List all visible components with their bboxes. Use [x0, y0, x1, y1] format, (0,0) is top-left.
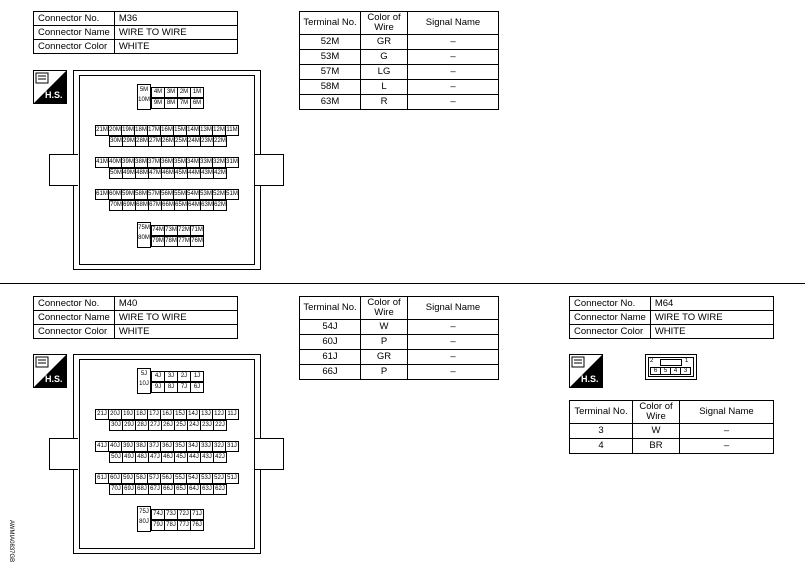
connector-pin: 24M	[187, 136, 201, 147]
pin-row	[109, 452, 226, 463]
connector-pin: 6J	[190, 382, 204, 393]
connector-pin: 57J	[147, 473, 161, 484]
connector-pin: 48M	[135, 168, 149, 179]
connector-pin: 12J	[212, 409, 226, 420]
terminal-cell: W	[633, 424, 680, 439]
connector-pin: 59M	[121, 189, 135, 200]
connector-pin: 77J	[177, 520, 191, 531]
info-value: WHITE	[650, 325, 773, 339]
connector-pin: 60J	[108, 473, 122, 484]
m36-connector-face	[49, 70, 283, 270]
connector-pin: 37J	[147, 441, 161, 452]
info-label: Connector No.	[570, 297, 651, 311]
terminal-row	[300, 350, 499, 365]
connector-pin: 15M	[173, 125, 187, 136]
connector-pin: 71J	[190, 509, 204, 520]
info-row	[34, 40, 238, 54]
connector-pin: 16J	[160, 409, 174, 420]
connector-pin: 11M	[225, 125, 239, 136]
connector-pin: 4J	[151, 371, 165, 382]
terminal-cell: –	[408, 80, 499, 95]
connector-pin: 36J	[160, 441, 174, 452]
connector-pin: 74M	[151, 225, 165, 236]
connector-pin: 21M	[95, 125, 109, 136]
connector-pin: 3M	[164, 87, 178, 98]
connector-pin: 11J	[225, 409, 239, 420]
terminal-cell: 52M	[300, 35, 361, 50]
connector-pin: 22M	[213, 136, 227, 147]
figure-code: AWMIA0837GB	[8, 520, 14, 563]
pin-row	[109, 484, 226, 495]
connector-pin: 15J	[173, 409, 187, 420]
connector-pin: 61M	[95, 189, 109, 200]
pin-label: 80M	[138, 235, 150, 241]
connector-pin: 69J	[122, 484, 136, 495]
m64-connector-face	[645, 354, 697, 380]
terminal-cell: R	[361, 95, 408, 110]
connector-pin: 35J	[173, 441, 187, 452]
m64-connector-info	[569, 296, 774, 339]
connector-pin: 50J	[109, 452, 123, 463]
connector-pin: 70J	[109, 484, 123, 495]
terminal-cell: 66J	[300, 365, 361, 380]
info-value: M64	[650, 297, 773, 311]
m36-connector-info	[33, 11, 238, 54]
connector-pin: 71M	[190, 225, 204, 236]
info-row	[570, 297, 774, 311]
connector-pin: 34J	[186, 441, 200, 452]
connector-pin: 66J	[161, 484, 175, 495]
connector-pin: 50M	[109, 168, 123, 179]
connector-pin: 68J	[135, 484, 149, 495]
terminal-header-cell: Signal Name	[408, 12, 499, 35]
terminal-cell: –	[408, 320, 499, 335]
connector-pin: 52J	[212, 473, 226, 484]
pin-row	[109, 200, 226, 211]
connector-pin: 9M	[151, 98, 165, 109]
info-row	[570, 311, 774, 325]
connector-pin: 46J	[161, 452, 175, 463]
connector-pin: 25J	[174, 420, 188, 431]
m64-pin: 4	[670, 367, 681, 375]
terminal-cell: 53M	[300, 50, 361, 65]
m40-terminal-table	[299, 296, 499, 380]
terminal-row	[300, 50, 499, 65]
connector-pin: 41J	[95, 441, 109, 452]
connector-pin: 18M	[134, 125, 148, 136]
connector-pin: 52M	[212, 189, 226, 200]
info-value: WIRE TO WIRE	[114, 26, 237, 40]
connector-pin: 63J	[200, 484, 214, 495]
terminal-cell: GR	[361, 350, 408, 365]
terminal-header-cell: Color of Wire	[633, 401, 680, 424]
connector-pin: 60M	[108, 189, 122, 200]
connector-pin: 28J	[135, 420, 149, 431]
pin-row	[151, 236, 203, 247]
m40-connector-info	[33, 296, 238, 339]
terminal-header-cell: Color of Wire	[361, 12, 408, 35]
connector-pin: 78M	[164, 236, 178, 247]
info-label: Connector Color	[570, 325, 651, 339]
terminal-cell: P	[361, 365, 408, 380]
terminal-cell: 63M	[300, 95, 361, 110]
connector-pin: 67J	[148, 484, 162, 495]
pin-row	[95, 441, 238, 452]
connector-pin: 16M	[160, 125, 174, 136]
connector-pin: 34M	[186, 157, 200, 168]
section-divider	[0, 283, 805, 284]
connector-pin: 58M	[134, 189, 148, 200]
connector-pin	[137, 506, 151, 532]
connector-pin	[137, 368, 151, 394]
terminal-cell: 3	[570, 424, 633, 439]
connector-pin: 78J	[164, 520, 178, 531]
pin-row	[109, 168, 226, 179]
terminal-row	[300, 365, 499, 380]
terminal-cell: L	[361, 80, 408, 95]
connector-pin: 76M	[190, 236, 204, 247]
terminal-row	[570, 424, 774, 439]
connector-pin: 56M	[160, 189, 174, 200]
connector-left-tab	[49, 154, 78, 186]
m64-terminal-table	[569, 400, 774, 454]
connector-pin: 41M	[95, 157, 109, 168]
connector-pin: 73M	[164, 225, 178, 236]
connector-pin: 64M	[187, 200, 201, 211]
connector-pin: 35M	[173, 157, 187, 168]
connector-pin: 14J	[186, 409, 200, 420]
connector-pin: 30J	[109, 420, 123, 431]
pin-row	[109, 136, 226, 147]
terminal-cell: –	[680, 439, 774, 454]
terminal-cell: LG	[361, 65, 408, 80]
connector-pin: 1J	[190, 371, 204, 382]
info-label: Connector Name	[34, 26, 115, 40]
connector-pin: 27J	[148, 420, 162, 431]
terminal-header-cell: Terminal No.	[300, 12, 361, 35]
connector-pin: 69M	[122, 200, 136, 211]
pin-label: 5J	[140, 371, 148, 377]
terminal-header-cell: Signal Name	[408, 297, 499, 320]
connector-pin: 44J	[187, 452, 201, 463]
info-row	[34, 26, 238, 40]
pin-row	[95, 189, 238, 200]
connector-pin: 49J	[122, 452, 136, 463]
connector-pin: 23J	[200, 420, 214, 431]
connector-pin: 4M	[151, 87, 165, 98]
connector-pin: 62J	[213, 484, 227, 495]
info-row	[34, 311, 238, 325]
connector-pin: 22J	[213, 420, 227, 431]
connector-pin: 76J	[190, 520, 204, 531]
connector-pin: 33J	[199, 441, 213, 452]
info-label: Connector Color	[34, 325, 115, 339]
connector-pin: 2J	[177, 371, 191, 382]
connector-pin: 39J	[121, 441, 135, 452]
pin-row	[151, 520, 203, 531]
connector-pin: 72M	[177, 225, 191, 236]
connector-pin: 17M	[147, 125, 161, 136]
connector-pin: 18J	[134, 409, 148, 420]
connector-pin: 42M	[213, 168, 227, 179]
connector-pin: 29J	[122, 420, 136, 431]
info-row	[34, 325, 238, 339]
connector-pin: 40M	[108, 157, 122, 168]
info-label: Connector Name	[34, 311, 115, 325]
connector-pin: 8J	[164, 382, 178, 393]
connector-pin	[137, 222, 151, 248]
terminal-cell: 61J	[300, 350, 361, 365]
info-value: M40	[114, 297, 237, 311]
connector-pin: 74J	[151, 509, 165, 520]
terminal-cell: –	[408, 365, 499, 380]
connector-pin: 36M	[160, 157, 174, 168]
connector-pin: 25M	[174, 136, 188, 147]
info-label: Connector Name	[570, 311, 651, 325]
connector-pin: 55J	[173, 473, 187, 484]
pin-label: 80J	[139, 519, 149, 525]
connector-pin: 47M	[148, 168, 162, 179]
terminal-header-cell: Terminal No.	[570, 401, 633, 424]
connector-pin: 43M	[200, 168, 214, 179]
connector-pin: 73J	[164, 509, 178, 520]
connector-pin: 2M	[177, 87, 191, 98]
connector-pin: 58J	[134, 473, 148, 484]
terminal-row	[300, 335, 499, 350]
pin-label: 10M	[138, 97, 150, 103]
terminal-row	[300, 320, 499, 335]
connector-pin: 26J	[161, 420, 175, 431]
connector-pin: 6M	[190, 98, 204, 109]
connector-pin: 77M	[177, 236, 191, 247]
connector-pin: 7M	[177, 98, 191, 109]
connector-pin: 65M	[174, 200, 188, 211]
hs-label: H.S.	[581, 374, 599, 384]
m64-hs-badge	[569, 354, 603, 388]
connector-pin: 42J	[213, 452, 227, 463]
connector-pin: 40J	[108, 441, 122, 452]
info-row	[34, 297, 238, 311]
connector-pin: 1M	[190, 87, 204, 98]
terminal-cell: 54J	[300, 320, 361, 335]
connector-right-tab	[255, 438, 284, 470]
terminal-header-cell: Terminal No.	[300, 297, 361, 320]
pin-row	[109, 420, 226, 431]
info-row	[34, 12, 238, 26]
terminal-cell: –	[408, 350, 499, 365]
connector-pin: 3J	[164, 371, 178, 382]
connector-pin: 38M	[134, 157, 148, 168]
terminal-cell: 58M	[300, 80, 361, 95]
terminal-row	[300, 95, 499, 110]
terminal-row	[300, 80, 499, 95]
connector-pin: 13J	[199, 409, 213, 420]
terminal-cell: –	[408, 65, 499, 80]
m64-key-slot	[660, 359, 682, 366]
terminal-row	[300, 65, 499, 80]
connector-pin: 59J	[121, 473, 135, 484]
connector-pin: 79J	[151, 520, 165, 531]
terminal-header-row	[300, 12, 499, 35]
connector-pin: 65J	[174, 484, 188, 495]
hs-label: H.S.	[45, 374, 63, 384]
info-row	[570, 325, 774, 339]
terminal-cell: BR	[633, 439, 680, 454]
connector-pin: 31J	[225, 441, 239, 452]
connector-pin: 54J	[186, 473, 200, 484]
m64-pin: 5	[660, 367, 671, 375]
connector-left-tab	[49, 438, 78, 470]
connector-pin: 54M	[186, 189, 200, 200]
connector-pin: 37M	[147, 157, 161, 168]
pin-row	[151, 87, 203, 98]
connector-pin: 43J	[200, 452, 214, 463]
connector-pin: 27M	[148, 136, 162, 147]
terminal-cell: –	[408, 50, 499, 65]
terminal-cell: –	[408, 95, 499, 110]
info-value: M36	[114, 12, 237, 26]
m40-connector-face	[49, 354, 283, 554]
pin-row	[95, 409, 238, 420]
connector-pin: 12M	[212, 125, 226, 136]
connector-pin: 70M	[109, 200, 123, 211]
hs-label: H.S.	[45, 90, 63, 100]
m64-pin: 2	[650, 358, 654, 364]
terminal-header-cell: Color of Wire	[361, 297, 408, 320]
info-label: Connector Color	[34, 40, 115, 54]
pin-row	[95, 157, 238, 168]
terminal-cell: –	[408, 35, 499, 50]
terminal-cell: GR	[361, 35, 408, 50]
terminal-row	[300, 35, 499, 50]
connector-pin: 28M	[135, 136, 149, 147]
connector-pin: 33M	[199, 157, 213, 168]
pin-label: 75J	[139, 509, 149, 515]
terminal-cell: –	[408, 335, 499, 350]
connector-pin: 29M	[122, 136, 136, 147]
connector-pin: 68M	[135, 200, 149, 211]
pin-label: 10J	[139, 381, 149, 387]
pin-row	[95, 125, 238, 136]
connector-pin: 13M	[199, 125, 213, 136]
info-value: WIRE TO WIRE	[114, 311, 237, 325]
connector-pin: 21J	[95, 409, 109, 420]
connector-pin: 31M	[225, 157, 239, 168]
connector-pin: 53J	[199, 473, 213, 484]
connector-pin: 57M	[147, 189, 161, 200]
pin-row	[151, 382, 203, 393]
pin-row	[151, 371, 203, 382]
connector-pin: 72J	[177, 509, 191, 520]
connector-pin: 7J	[177, 382, 191, 393]
info-value: WIRE TO WIRE	[650, 311, 773, 325]
connector-pin: 47J	[148, 452, 162, 463]
connector-pin: 62M	[213, 200, 227, 211]
pin-row	[151, 225, 203, 236]
connector-pin: 8M	[164, 98, 178, 109]
pin-label: 5M	[139, 87, 149, 93]
connector-pin: 17J	[147, 409, 161, 420]
pin-row	[151, 509, 203, 520]
m64-pin: 1	[685, 358, 689, 364]
connector-pin: 20J	[108, 409, 122, 420]
connector-pin: 38J	[134, 441, 148, 452]
connector-pin: 46M	[161, 168, 175, 179]
terminal-cell: –	[680, 424, 774, 439]
m64-pin: 3	[680, 367, 691, 375]
connector-pin: 51J	[225, 473, 239, 484]
connector-pin: 19J	[121, 409, 135, 420]
connector-pin: 56J	[160, 473, 174, 484]
connector-pin: 49M	[122, 168, 136, 179]
m36-terminal-table	[299, 11, 499, 110]
terminal-cell: P	[361, 335, 408, 350]
connector-pin: 19M	[121, 125, 135, 136]
connector-pin: 44M	[187, 168, 201, 179]
connector-pin: 32M	[212, 157, 226, 168]
info-label: Connector No.	[34, 12, 115, 26]
connector-pin: 66M	[161, 200, 175, 211]
connector-pin: 64J	[187, 484, 201, 495]
terminal-header-row	[300, 297, 499, 320]
connector-pin: 39M	[121, 157, 135, 168]
connector-pin: 48J	[135, 452, 149, 463]
connector-pin: 79M	[151, 236, 165, 247]
terminal-header-row	[570, 401, 774, 424]
connector-pin: 55M	[173, 189, 187, 200]
connector-pin: 9J	[151, 382, 165, 393]
pin-row	[95, 473, 238, 484]
pin-label: 75M	[138, 225, 150, 231]
connector-pin: 45J	[174, 452, 188, 463]
connector-pin: 51M	[225, 189, 239, 200]
connector-pin: 53M	[199, 189, 213, 200]
connector-pin: 20M	[108, 125, 122, 136]
connector-pin: 26M	[161, 136, 175, 147]
terminal-header-cell: Signal Name	[680, 401, 774, 424]
info-value: WHITE	[114, 40, 237, 54]
terminal-row	[570, 439, 774, 454]
connector-pin: 45M	[174, 168, 188, 179]
terminal-cell: 57M	[300, 65, 361, 80]
terminal-cell: G	[361, 50, 408, 65]
terminal-cell: W	[361, 320, 408, 335]
connector-right-tab	[255, 154, 284, 186]
connector-pin: 67M	[148, 200, 162, 211]
connector-pin: 24J	[187, 420, 201, 431]
connector-pin: 63M	[200, 200, 214, 211]
info-value: WHITE	[114, 325, 237, 339]
connector-pin: 14M	[186, 125, 200, 136]
connector-pin: 30M	[109, 136, 123, 147]
connector-pin: 23M	[200, 136, 214, 147]
connector-pin: 61J	[95, 473, 109, 484]
connector-pin	[137, 84, 151, 110]
terminal-cell: 60J	[300, 335, 361, 350]
terminal-cell: 4	[570, 439, 633, 454]
m64-pin: 6	[650, 367, 661, 375]
connector-pin: 32J	[212, 441, 226, 452]
pin-row	[151, 98, 203, 109]
info-label: Connector No.	[34, 297, 115, 311]
